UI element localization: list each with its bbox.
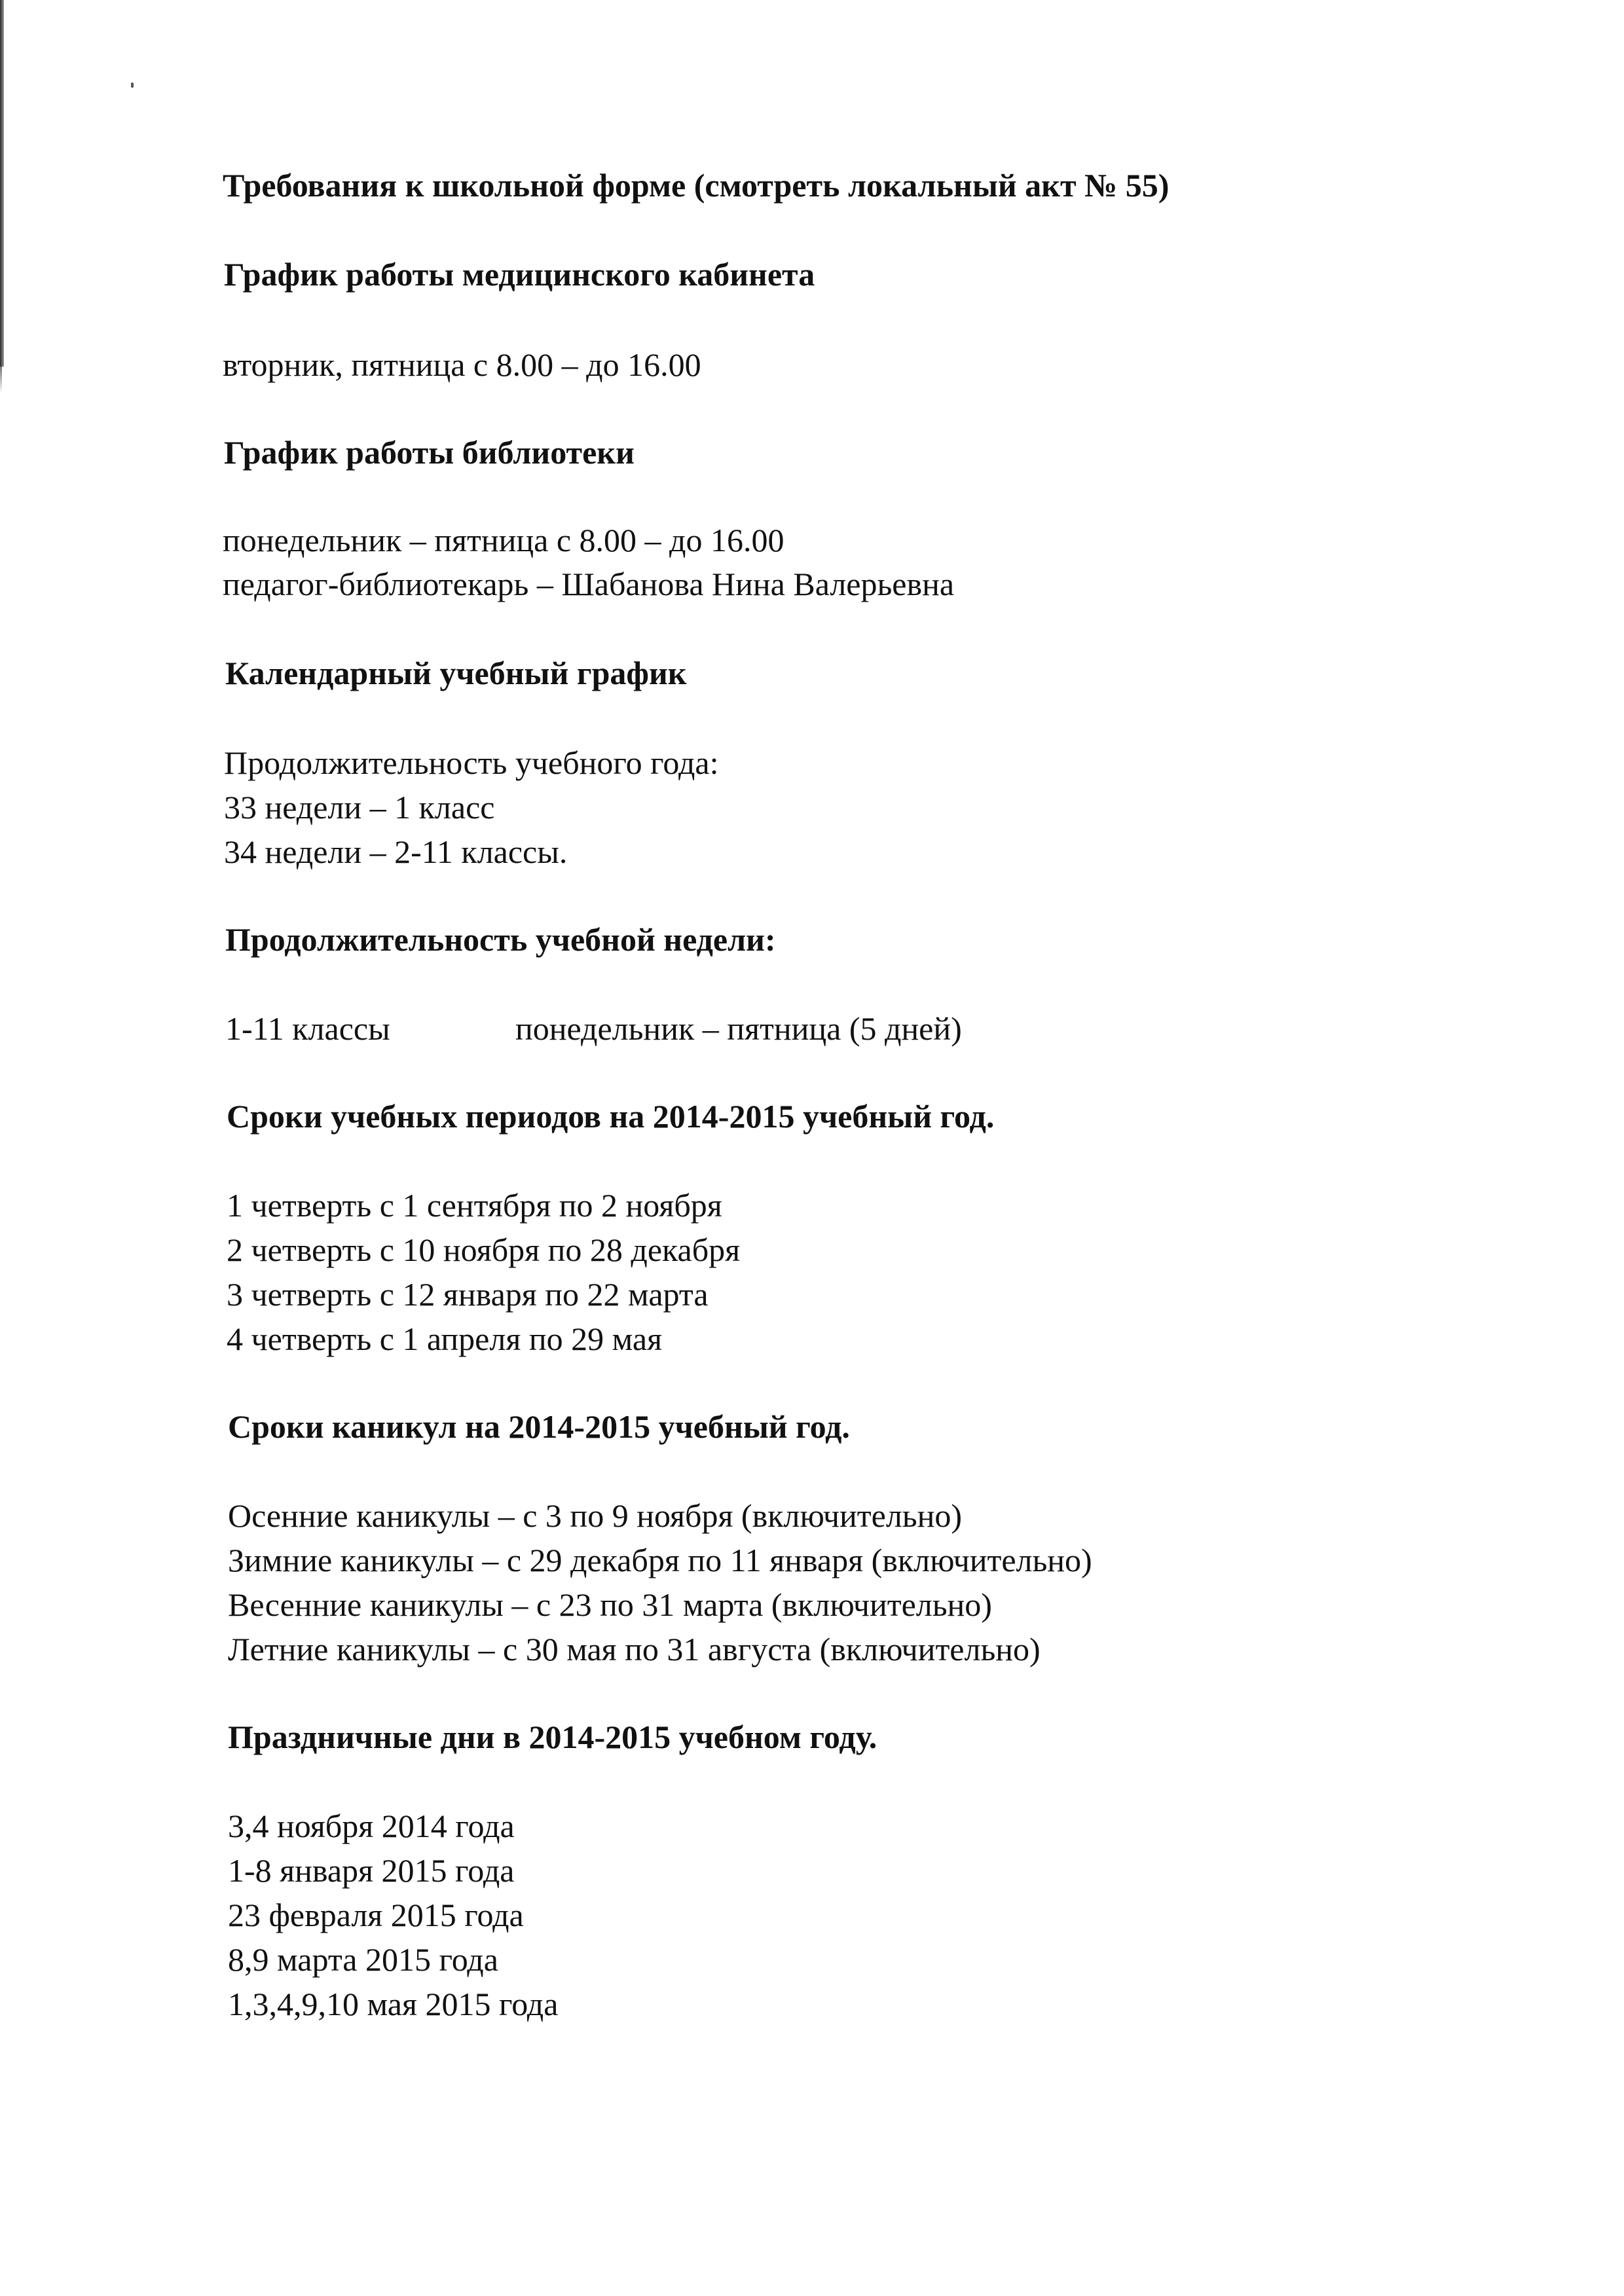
year-duration-line: 33 недели – 1 класс (224, 789, 495, 826)
festive-item: 8,9 марта 2015 года (228, 1941, 498, 1978)
library-librarian: педагог-библиотекарь – Шабанова Нина Валерьевна (223, 566, 955, 602)
holiday-item: Осенние каникулы – с 3 по 9 ноября (включительно) (228, 1497, 962, 1534)
festive-item: 1,3,4,9,10 мая 2015 года (228, 1986, 559, 2022)
holiday-item: Зимние каникулы – с 29 декабря по 11 января (включительно) (228, 1542, 1092, 1578)
period-item: 4 четверть с 1 апреля по 29 мая (227, 1321, 663, 1357)
scan-edge-shadow (0, 0, 4, 367)
library-hours: понедельник – пятница с 8.00 – до 16.00 (223, 522, 784, 558)
scan-speck (131, 82, 134, 88)
period-item: 1 четверть с 1 сентября по 2 ноября (227, 1187, 722, 1224)
period-item: 3 четверть с 12 января по 22 марта (227, 1276, 709, 1313)
year-duration-label: Продолжительность учебного года: (224, 744, 719, 781)
week-grades: 1-11 классы (225, 1010, 390, 1047)
year-duration-line: 34 недели – 2-11 классы. (224, 833, 568, 870)
holiday-item: Летние каникулы – с 30 мая по 31 августа (включительно) (228, 1631, 1041, 1667)
holiday-item: Весенние каникулы – с 23 по 31 марта (включительно) (228, 1586, 992, 1623)
festive-item: 1-8 января 2015 года (228, 1852, 515, 1889)
medical-heading: График работы медицинского кабинета (224, 256, 815, 293)
calendar-heading: Календарный учебный график (225, 655, 687, 691)
holidays-heading: Сроки каникул на 2014-2015 учебный год. (228, 1408, 850, 1445)
uniform-heading: Требования к школьной форме (смотреть локальный акт № 55) (223, 167, 1170, 204)
scan-edge-fade (0, 367, 2, 393)
period-item: 2 четверть с 10 ноября по 28 декабря (227, 1231, 741, 1268)
festive-item: 23 февраля 2015 года (228, 1897, 524, 1933)
week-row (225, 1010, 962, 1047)
week-days: понедельник – пятница (5 дней) (515, 1010, 962, 1047)
periods-heading: Сроки учебных периодов на 2014-2015 учебный год. (227, 1098, 995, 1135)
medical-hours: вторник, пятница с 8.00 – до 16.00 (223, 346, 701, 383)
library-heading: График работы библиотеки (224, 434, 635, 471)
festive-item: 3,4 ноября 2014 года (228, 1808, 515, 1844)
festive-heading: Праздничные дни в 2014-2015 учебном году. (228, 1719, 877, 1755)
week-heading: Продолжительность учебной недели: (225, 921, 776, 958)
